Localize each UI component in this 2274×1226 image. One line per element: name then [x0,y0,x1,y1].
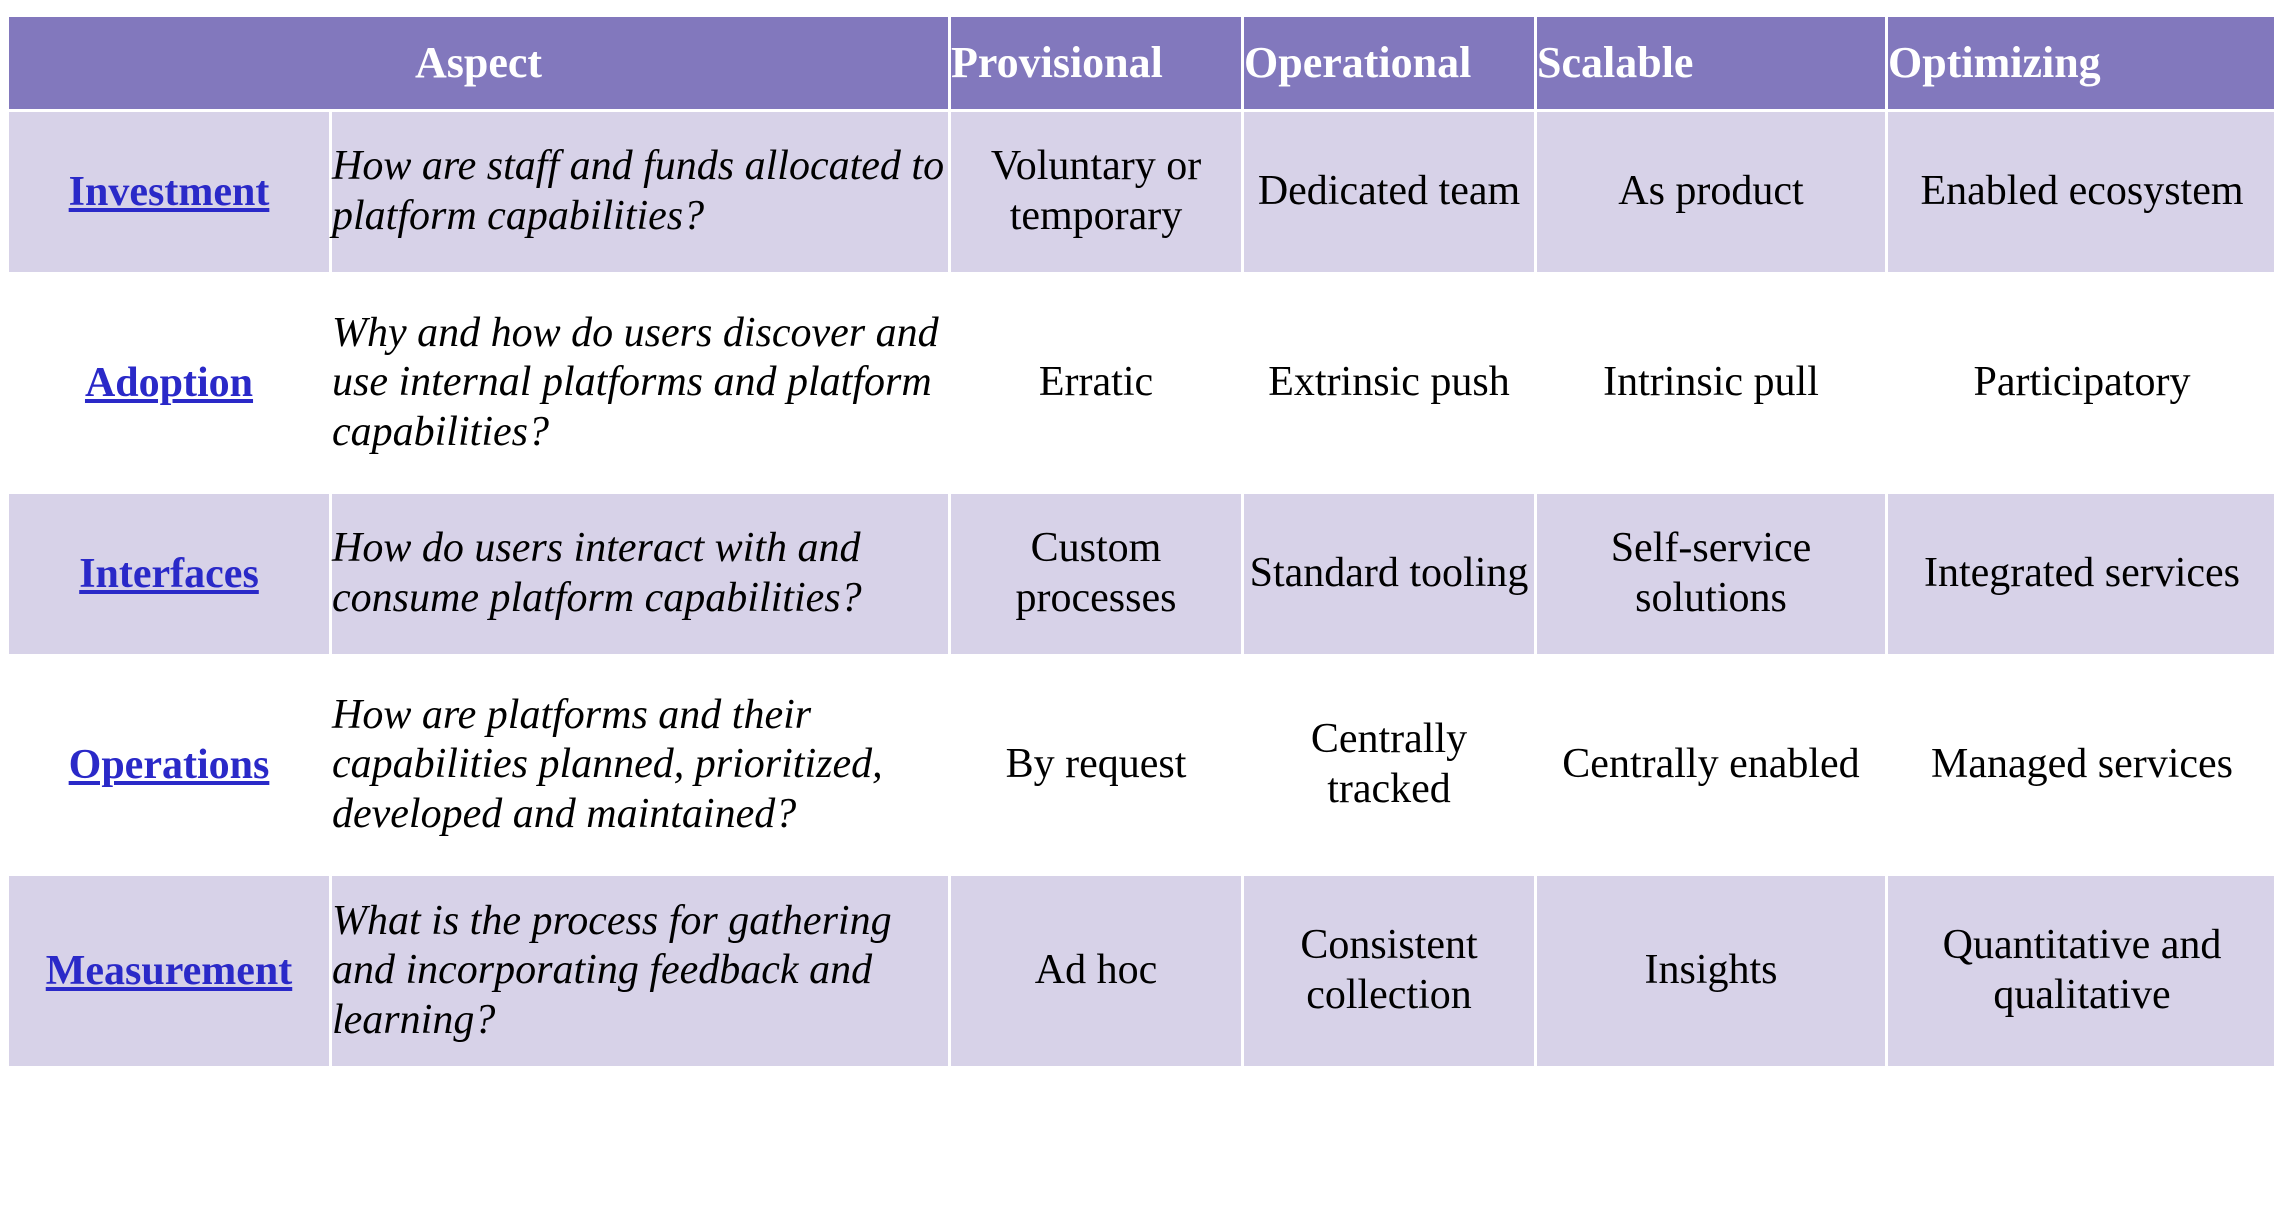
operational-cell: Extrinsic push [1244,275,1534,491]
aspect-cell [9,876,329,1066]
provisional-cell: Erratic [951,275,1241,491]
optimizing-cell: Managed services [1888,657,2274,873]
header-operational: Operational [1244,17,1534,109]
header-provisional: Provisional [951,17,1241,109]
optimizing-cell: Enabled ecosystem [1888,112,2274,272]
table-row [9,657,2274,873]
provisional-cell: Voluntary or temporary [951,112,1241,272]
operational-cell: Dedicated team [1244,112,1534,272]
table-row [9,494,2274,654]
aspect-link-investment[interactable]: Investment [68,169,270,215]
header-scalable: Scalable [1537,17,1885,109]
scalable-cell: As product [1537,112,1885,272]
optimizing-cell: Quantitative and qualitative [1888,876,2274,1066]
question-cell: What is the process for gathering and incorporating feedback and learning? [332,876,948,1066]
aspect-cell [9,657,329,873]
scalable-cell: Insights [1537,876,1885,1066]
aspect-cell [9,494,329,654]
header-aspect: Aspect [9,17,948,109]
operational-cell: Consistent collection [1244,876,1534,1066]
provisional-cell: By request [951,657,1241,873]
scalable-cell: Intrinsic pull [1537,275,1885,491]
scalable-cell: Centrally enabled [1537,657,1885,873]
operational-cell: Standard tooling [1244,494,1534,654]
question-cell: How are platforms and their capabilities planned, prioritized, developed and maintained? [332,657,948,873]
header-optimizing: Optimizing [1888,17,2274,109]
provisional-cell: Custom processes [951,494,1241,654]
aspect-cell [9,275,329,491]
aspect-link-adoption[interactable]: Adoption [84,360,254,406]
table-header [9,17,2274,109]
table-row [9,112,2274,272]
table-row [9,275,2274,491]
optimizing-cell: Integrated services [1888,494,2274,654]
aspect-link-operations[interactable]: Operations [68,742,270,788]
aspect-cell [9,112,329,272]
provisional-cell: Ad hoc [951,876,1241,1066]
question-cell: How are staff and funds allocated to platform capabilities? [332,112,948,272]
aspect-link-measurement[interactable]: Measurement [45,948,293,994]
header-row [9,17,2274,109]
operational-cell: Centrally tracked [1244,657,1534,873]
aspect-link-interfaces[interactable]: Interfaces [79,551,259,597]
table-body [9,112,2274,1066]
maturity-table [6,14,2274,1069]
question-cell: Why and how do users discover and use internal platforms and platform capabilities? [332,275,948,491]
table-row [9,876,2274,1066]
question-cell: How do users interact with and consume platform capabilities? [332,494,948,654]
scalable-cell: Self-service solutions [1537,494,1885,654]
optimizing-cell: Participatory [1888,275,2274,491]
